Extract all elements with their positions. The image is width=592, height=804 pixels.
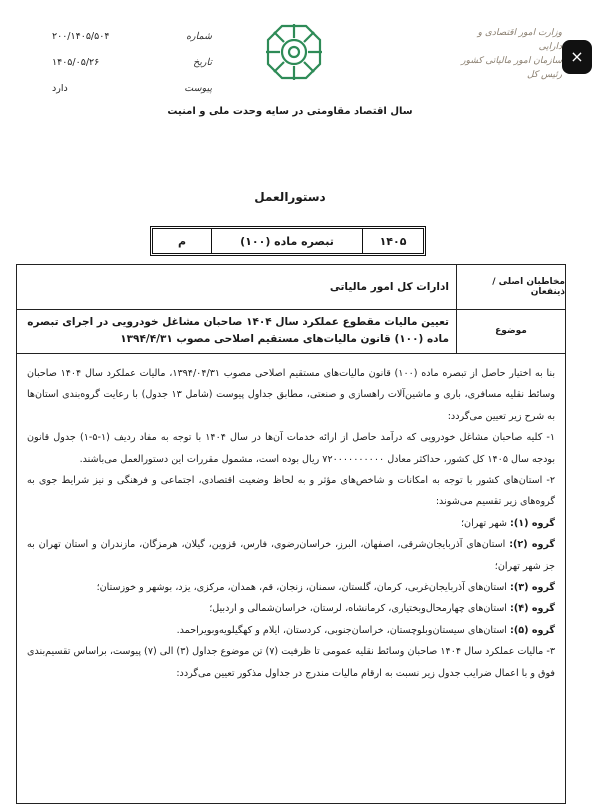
group-label: گروه (۱): xyxy=(510,517,555,529)
group-text: شهر تهران؛ xyxy=(461,517,510,529)
ministry-line: وزارت امور اقتصادی و دارایی xyxy=(477,28,562,52)
addressee-value: ادارات کل امور مالیاتی xyxy=(329,280,449,293)
tax-organization-emblem xyxy=(262,20,326,84)
date-row xyxy=(52,50,212,76)
year-slogan: سال اقتصاد مقاومتی در سایه وحدت ملی و امنیت xyxy=(167,106,413,117)
subject-value: تعیین مالیات مقطوع عملکرد سال ۱۴۰۴ صاحبان مشاغل خودرویی در اجرای تبصره ماده (۱۰۰) قانون مالیات‌های مستقیم اصلاحی مصوب ۱۳۹۴/۴/۳۱ xyxy=(27,316,449,345)
letter-meta xyxy=(52,24,212,102)
instruction-body xyxy=(27,363,555,684)
group-label: گروه (۳): xyxy=(510,582,555,594)
addressee-label: مخاطبان اصلی / ذینفعان xyxy=(456,265,565,309)
number-value: ۲۰۰/۱۴۰۵/۵۰۴ xyxy=(52,31,110,42)
date-value: ۱۴۰۵/۰۵/۲۶ xyxy=(52,57,100,68)
subject-label: موضوع xyxy=(456,309,565,353)
date-label: تاریخ xyxy=(193,57,212,68)
instruction-form xyxy=(16,264,566,804)
group-2 xyxy=(27,534,555,577)
item-1-paragraph: ۱- کلیه صاحبان مشاغل خودرویی که درآمد حاصل از ارائه خدمات آن‌ها در سال ۱۴۰۴ با توجه به مفاد ردیف (۱-۵-۱) جدول قانون بودجه سال ۱۴۰۵ کل کشور، حداکثر معادل ۷۲۰۰۰۰۰۰۰۰۰۰ ریال بوده است، مشمول مقررات این دستورالعمل می‌باشند. xyxy=(27,432,556,465)
group-3 xyxy=(27,577,555,598)
number-row xyxy=(52,24,212,50)
ministry-line: سازمان امور مالیاتی کشور xyxy=(461,56,562,66)
attachment-value: دارد xyxy=(52,83,68,94)
ministry-line: رئیس کل xyxy=(526,70,562,80)
document-suffix: م xyxy=(177,234,187,248)
document-year: ۱۴۰۵ xyxy=(362,229,423,253)
group-4 xyxy=(27,598,555,619)
group-text: استان‌های سیستان‌وبلوچستان، خراسان‌جنوبی، کردستان، ایلام و کهگیلویه‌وبویراحمد. xyxy=(176,624,510,636)
item-2-paragraph: ۲- استان‌های کشور با توجه به امکانات و شاخص‌های مؤثر و به لحاظ وضعیت اقتصادی، اجتماعی و فرهنگی و نیز شرایط جوی به گروه‌های زیر تقسیم می‌شوند: xyxy=(27,475,555,508)
subject-row xyxy=(17,309,565,354)
item-3-paragraph: ۳- مالیات عملکرد سال ۱۴۰۴ صاحبان وسائط نقلیه عمومی تا ظرفیت (۷) تن موضوع جداول (۳) الی (۷) پیوست، براساس تقسیم‌بندی فوق و با اعمال ضرایب جدول زیر نسبت به ارقام مالیات مندرج در جداول مذکور تعیین می‌گردد: xyxy=(27,646,556,679)
page-title: دستورالعمل xyxy=(254,190,326,204)
group-text: استان‌های آذربایجان‌غربی، کرمان، گلستان، سمنان، زنجان، قم، همدان، مرکزی، یزد، بوشهر و خوزستان؛ xyxy=(96,582,510,594)
group-label: گروه (۲): xyxy=(509,539,555,551)
document-subject-ref: تبصره ماده (۱۰۰) xyxy=(211,229,362,253)
close-icon[interactable]: × xyxy=(562,40,592,74)
group-label: گروه (۴): xyxy=(510,603,555,615)
attachment-label: پیوست xyxy=(184,83,212,94)
intro-paragraph: بنا به اختیار حاصل از تبصره ماده (۱۰۰) قانون مالیات‌های مستقیم اصلاحی مصوب ۱۳۹۴/۰۴/۳۱، مالیات عملکرد سال ۱۴۰۴ صاحبان وسائط نقلیه مسافری، باری و ماشین‌آلات راهسازی و صنعتی، مطابق جداول پیوست (شامل ۱۳ جدول) با رعایت گروه‌بندی استان‌ها به شرح زیر تعیین می‌گردد: xyxy=(27,368,555,422)
attachment-row xyxy=(52,76,212,102)
group-5 xyxy=(27,620,555,641)
group-text: استان‌های آذربایجان‌شرقی، اصفهان، البرز، خراسان‌رضوی، فارس، قزوین، گیلان، هرمزگان، مازندران و استان تهران به جز شهر تهران؛ xyxy=(27,539,555,572)
number-label: شماره xyxy=(186,31,212,42)
ministry-header xyxy=(452,26,562,82)
group-label: گروه (۵): xyxy=(510,624,555,636)
group-text: استان‌های چهارمحال‌وبختیاری، کرمانشاه، لرستان، خراسان‌شمالی و اردبیل؛ xyxy=(209,603,510,615)
group-1 xyxy=(27,513,555,534)
addressee-row xyxy=(17,265,565,310)
document-number-table xyxy=(150,226,426,256)
